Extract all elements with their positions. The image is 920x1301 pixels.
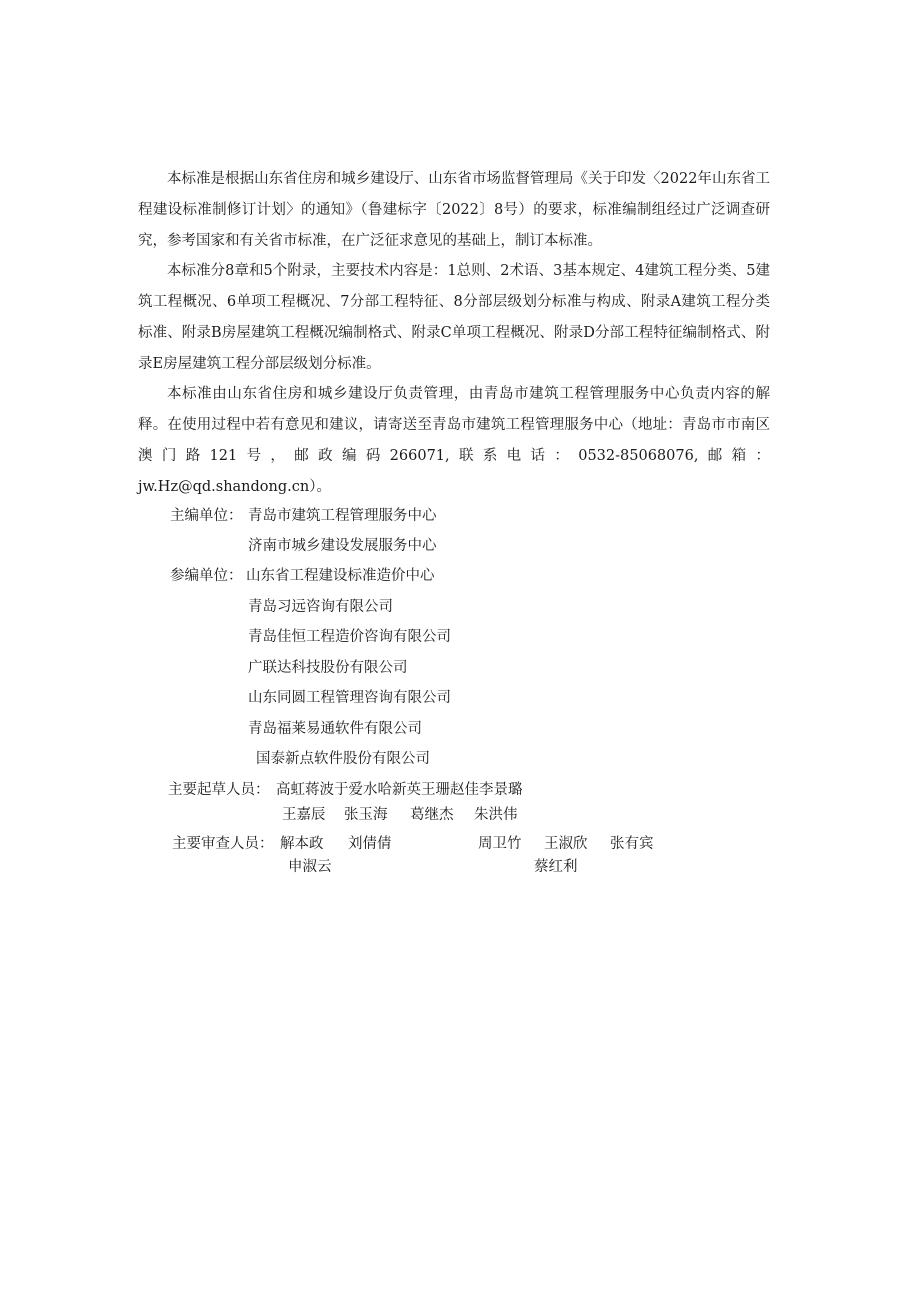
drafter-name: 朱洪伟 — [474, 807, 518, 823]
chief-editor-unit: 青岛市建筑工程管理服务中心 — [248, 508, 437, 524]
reviewers-label: 主要审查人员： — [172, 836, 274, 852]
participating-unit: 青岛福莱易通软件有限公司 — [248, 721, 422, 737]
reviewer-name: 张有宾 — [610, 836, 654, 852]
reviewer-name: 周卫竹 — [478, 836, 522, 852]
reviewer-name: 蔡红利 — [534, 859, 578, 875]
drafter-name: 张玉海 — [344, 807, 388, 823]
reviewer-name: 刘倩倩 — [348, 836, 392, 852]
reviewer-name: 申淑云 — [288, 859, 332, 875]
drafter-name: 葛继杰 — [410, 807, 454, 823]
participating-unit: 广联达科技股份有限公司 — [248, 660, 408, 676]
participating-unit: 青岛习远咨询有限公司 — [248, 599, 393, 615]
drafters-label: 主要起草人员： — [168, 782, 270, 798]
chief-editor-label: 主编单位： — [170, 508, 243, 524]
participating-unit: 国泰新点软件股份有限公司 — [256, 751, 430, 767]
reviewer-name: 解本政 — [280, 836, 324, 852]
participating-unit: 山东省工程建设标准造价中心 — [246, 568, 435, 584]
intro-paragraph-management: 本标准由山东省住房和城乡建设厅负责管理，由青岛市建筑工程管理服务中心负责内容的解释。在使用过程中若有意见和建议，请寄送至青岛市建筑工程管理服务中心（地址：青岛市市南区澳门路121号，邮政编码266071,联系电话：0532-85068076,邮箱：jw.Hz@qd.shandong.cn）。 — [138, 386, 770, 495]
participating-label: 参编单位： — [170, 568, 243, 584]
intro-paragraph-contents: 本标准分8章和5个附录，主要技术内容是：1总则、2术语、3基本规定、4建筑工程分类、5建筑工程概况、6单项工程概况、7分部工程特征、8分部层级划分标准与构成、附录A建筑工程分类标准、附录B房屋建筑工程概况编制格式、附录C单项工程概况、附录D分部工程特征编制格式、附录E房屋建筑工程分部层级划分标准。 — [138, 263, 770, 372]
reviewer-name: 王淑欣 — [544, 836, 588, 852]
participating-unit: 山东同圆工程管理咨询有限公司 — [248, 690, 451, 706]
drafters-names: 高虹蒋波于爱水哈新英王珊赵佳李景璐 — [276, 782, 523, 798]
chief-editor-unit: 济南市城乡建设发展服务中心 — [248, 538, 437, 554]
intro-paragraph-basis: 本标准是根据山东省住房和城乡建设厅、山东省市场监督管理局《关于印发〈2022年山东省工程建设标准制修订计划〉的通知》（鲁建标字〔2022〕8号）的要求，标准编制组经过广泛调查研究，参考国家和有关省市标准，在广泛征求意见的基础上，制订本标准。 — [138, 171, 770, 249]
drafter-name: 王嘉辰 — [282, 807, 326, 823]
participating-unit: 青岛佳恒工程造价咨询有限公司 — [248, 629, 451, 645]
